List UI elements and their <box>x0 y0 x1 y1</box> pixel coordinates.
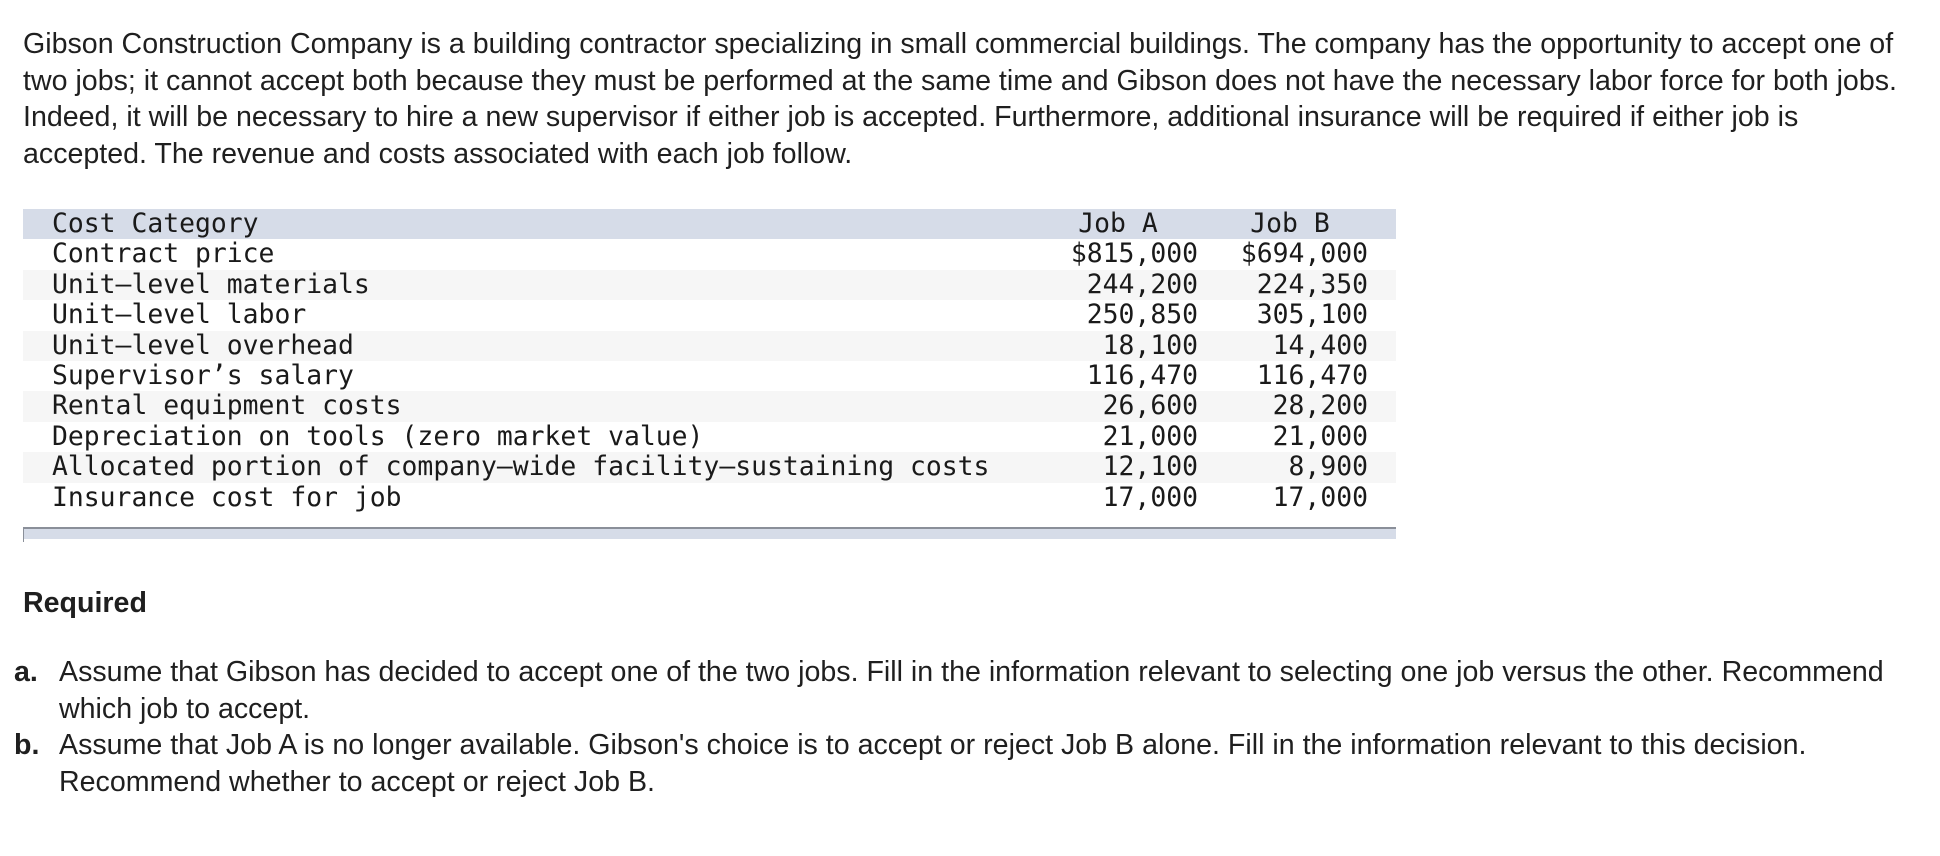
table-row <box>23 331 1396 361</box>
row-category: Unit–level labor <box>52 299 307 331</box>
header-job-b: Job B <box>1250 208 1330 239</box>
row-category: Unit–level overhead <box>52 329 354 361</box>
row-job-a-value: 21,000 <box>1102 420 1198 452</box>
table-footer-divider <box>23 529 24 542</box>
requirement-b-text: Assume that Job A is no longer available. Gibson's choice is to accept or reject Job B alone. Fill in the information relevant to this decision. Recommend whether to accept or reject Job B. <box>59 729 1807 798</box>
row-job-a-value: 244,200 <box>1086 268 1198 300</box>
row-category: Depreciation on tools (zero market value) <box>52 420 704 452</box>
row-category: Rental equipment costs <box>52 390 402 422</box>
row-job-a-value: 12,100 <box>1102 451 1198 483</box>
row-job-b-value: $694,000 <box>1240 238 1368 270</box>
row-job-b-value: 305,100 <box>1256 299 1368 331</box>
required-heading: Required <box>23 587 147 619</box>
requirement-a <box>14 654 1930 727</box>
cost-table <box>23 209 1396 513</box>
table-footer-bar <box>23 527 1396 539</box>
header-job-a: Job A <box>1078 208 1158 239</box>
table-row <box>23 391 1396 421</box>
table-row <box>23 300 1396 330</box>
requirement-a-text: Assume that Gibson has decided to accept one of the two jobs. Fill in the information relevant to selecting one job versus the other. Recommend which job to accept. <box>59 656 1884 725</box>
row-job-b-value: 8,900 <box>1288 451 1368 483</box>
table-row <box>23 422 1396 452</box>
table-row <box>23 239 1396 269</box>
row-job-b-value: 21,000 <box>1272 420 1368 452</box>
row-category: Insurance cost for job <box>52 481 402 513</box>
row-category: Supervisor’s salary <box>52 360 354 392</box>
row-job-b-value: 116,470 <box>1256 360 1368 392</box>
row-job-a-value: 250,850 <box>1086 299 1198 331</box>
row-job-b-value: 28,200 <box>1272 390 1368 422</box>
header-cost-category: Cost Category <box>52 208 259 239</box>
table-row <box>23 452 1396 482</box>
row-category: Contract price <box>52 238 275 270</box>
row-job-a-value: 26,600 <box>1102 390 1198 422</box>
row-job-a-value: 17,000 <box>1102 481 1198 513</box>
requirement-b <box>14 727 1930 800</box>
table-row <box>23 483 1396 513</box>
row-job-a-value: 18,100 <box>1102 329 1198 361</box>
requirement-a-marker: a. <box>14 656 38 688</box>
table-header-row <box>23 209 1396 239</box>
table-row <box>23 361 1396 391</box>
row-job-a-value: $815,000 <box>1070 238 1198 270</box>
intro-paragraph: Gibson Construction Company is a building contractor specializing in small commercial buildings. The company has the opportunity to accept one of two jobs; it cannot accept both because they must be performed at the same time and Gibson does not have the necessary labor force for both jobs. Indeed, it will be necessary to hire a new supervisor if either job is accepted. Furthermore, additional insurance will be required if either job is accepted. The revenue and costs associated with each job follow. <box>23 28 1897 170</box>
row-category: Allocated portion of company–wide facility–sustaining costs <box>52 451 990 483</box>
row-job-b-value: 14,400 <box>1272 329 1368 361</box>
table-row <box>23 270 1396 300</box>
row-category: Unit–level materials <box>52 268 370 300</box>
requirements-list <box>14 654 1930 800</box>
requirement-b-marker: b. <box>14 729 40 761</box>
row-job-b-value: 224,350 <box>1256 268 1368 300</box>
row-job-a-value: 116,470 <box>1086 360 1198 392</box>
row-job-b-value: 17,000 <box>1272 481 1368 513</box>
